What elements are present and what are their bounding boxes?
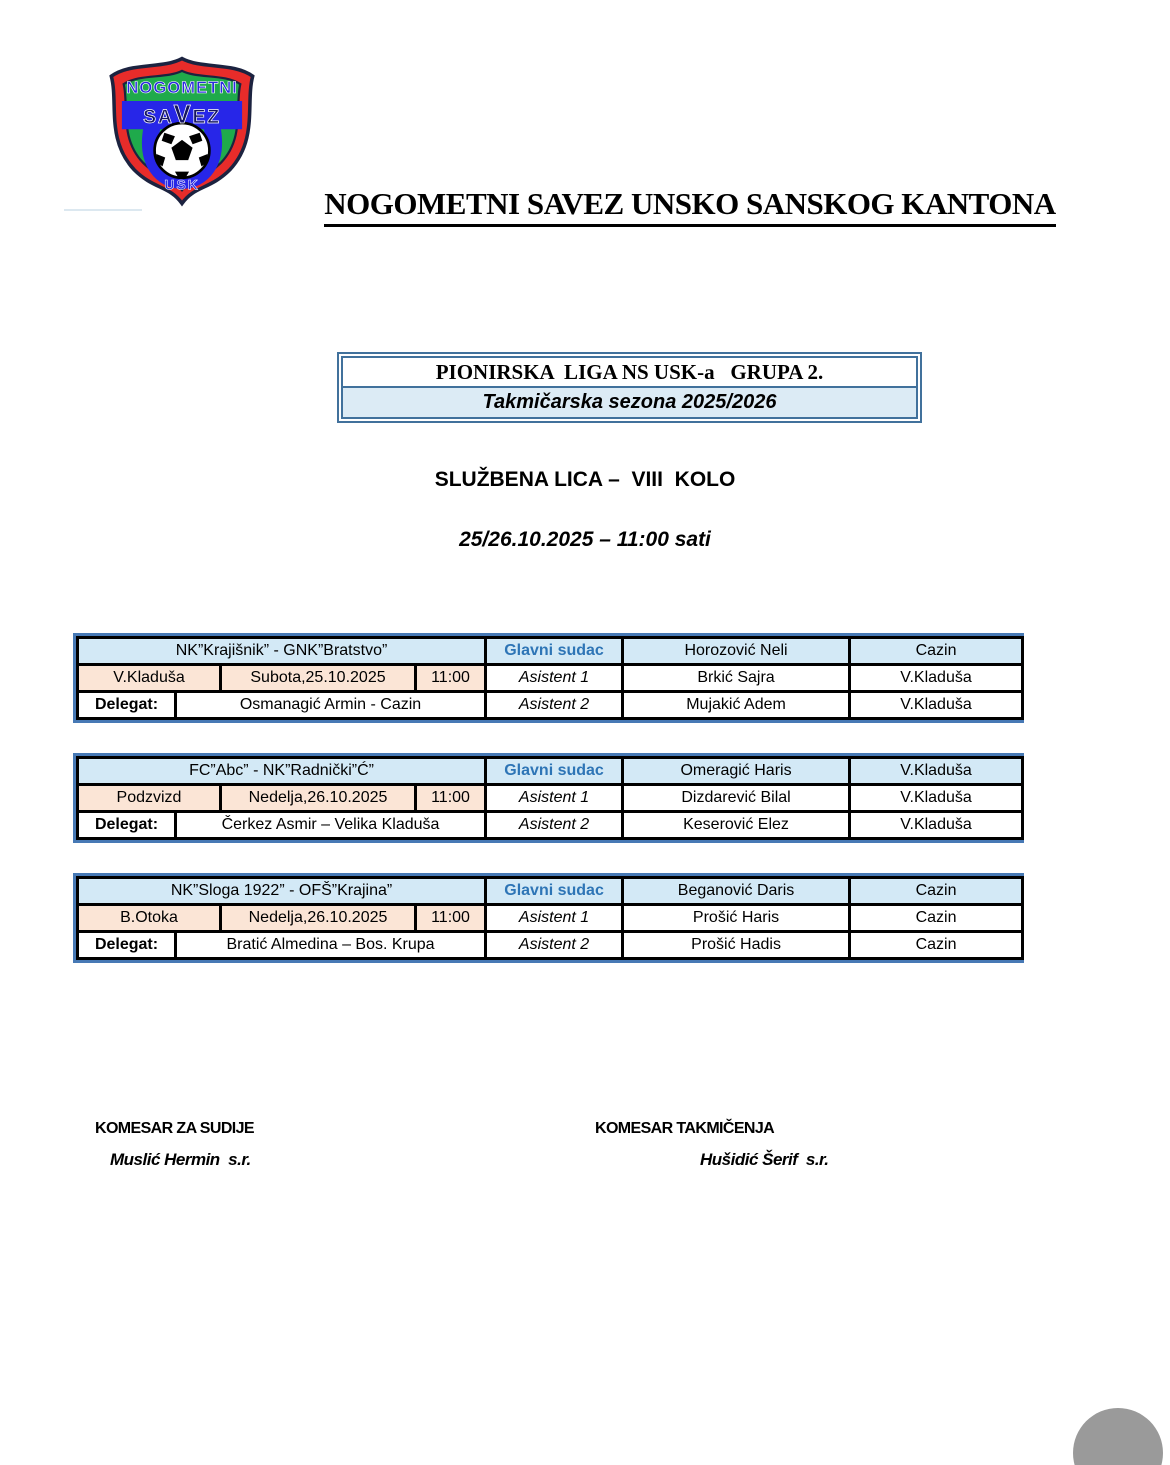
assistant1-city: Cazin bbox=[850, 905, 1023, 932]
page-title-text: NOGOMETNI SAVEZ UNSKO SANSKOG KANTONA bbox=[324, 186, 1055, 227]
referee-name: Beganović Daris bbox=[623, 878, 850, 905]
assistant1-city: V.Kladuša bbox=[850, 665, 1023, 692]
komesar-sudije-title: KOMESAR ZA SUDIJE bbox=[95, 1120, 255, 1137]
referee-city: V.Kladuša bbox=[850, 758, 1023, 785]
delegat-label: Delegat: bbox=[78, 692, 176, 719]
referee-name: Omeragić Haris bbox=[623, 758, 850, 785]
referee-name: Horozović Neli bbox=[623, 638, 850, 665]
assistant1-name: Brkić Sajra bbox=[623, 665, 850, 692]
asistent2-label: Asistent 2 bbox=[486, 692, 623, 719]
match-table-3 bbox=[73, 873, 1024, 963]
delegate-name: Bratić Almedina – Bos. Krupa bbox=[176, 932, 486, 959]
asistent2-label: Asistent 2 bbox=[486, 812, 623, 839]
delegat-label: Delegat: bbox=[78, 812, 176, 839]
komesar-sudije-name: Muslić Hermin s.r. bbox=[110, 1150, 251, 1169]
assistant2-city: Cazin bbox=[850, 932, 1023, 959]
assistant1-name: Prošić Haris bbox=[623, 905, 850, 932]
komesar-takmicenja-title: KOMESAR TAKMIČENJA bbox=[595, 1120, 775, 1137]
match-time: 11:00 bbox=[416, 905, 486, 932]
assistant1-name: Dizdarević Bilal bbox=[623, 785, 850, 812]
match-date: Nedelja,26.10.2025 bbox=[221, 785, 416, 812]
match-date: Nedelja,26.10.2025 bbox=[221, 905, 416, 932]
round-heading: SLUŽBENA LICA – VIII KOLO bbox=[434, 468, 736, 491]
assistant2-name: Prošić Hadis bbox=[623, 932, 850, 959]
page-title bbox=[295, 186, 1085, 227]
delegate-name: Osmanagić Armin - Cazin bbox=[176, 692, 486, 719]
assistant2-city: V.Kladuša bbox=[850, 812, 1023, 839]
asistent1-label: Asistent 1 bbox=[486, 665, 623, 692]
assistant1-city: V.Kladuša bbox=[850, 785, 1023, 812]
venue: Podzvizd bbox=[78, 785, 221, 812]
league-box-inner bbox=[341, 356, 918, 419]
komesar-takmicenja-name: Hušidić Šerif s.r. bbox=[700, 1150, 829, 1169]
glavni-sudac-label: Glavni sudac bbox=[486, 758, 623, 785]
match-teams: NK”Sloga 1922” - OFŠ”Krajina” bbox=[78, 878, 486, 905]
delegat-label: Delegat: bbox=[78, 932, 176, 959]
svg-text:USK: USK bbox=[164, 176, 200, 193]
delegate-name: Čerkez Asmir – Velika Kladuša bbox=[176, 812, 486, 839]
assistant2-name: Mujakić Adem bbox=[623, 692, 850, 719]
svg-text:SAVEZ: SAVEZ bbox=[143, 101, 221, 130]
scan-artifact-line bbox=[64, 209, 142, 211]
asistent1-label: Asistent 1 bbox=[486, 785, 623, 812]
league-box bbox=[337, 352, 922, 423]
corner-circle-decoration bbox=[1073, 1408, 1163, 1465]
referee-city: Cazin bbox=[850, 878, 1023, 905]
match-date: Subota,25.10.2025 bbox=[221, 665, 416, 692]
asistent1-label: Asistent 1 bbox=[486, 905, 623, 932]
match-teams: FC”Abc” - NK”Radnički”Ć” bbox=[78, 758, 486, 785]
venue: V.Kladuša bbox=[78, 665, 221, 692]
glavni-sudac-label: Glavni sudac bbox=[486, 638, 623, 665]
season-label: Takmičarska sezona 2025/2026 bbox=[343, 388, 916, 417]
svg-text:NOGOMETNI: NOGOMETNI bbox=[126, 78, 238, 97]
glavni-sudac-label: Glavni sudac bbox=[486, 878, 623, 905]
assistant2-name: Keserović Elez bbox=[623, 812, 850, 839]
federation-logo bbox=[93, 55, 271, 207]
asistent2-label: Asistent 2 bbox=[486, 932, 623, 959]
date-heading: 25/26.10.2025 – 11:00 sati bbox=[459, 528, 711, 551]
shield-logo-icon bbox=[93, 55, 271, 207]
match-time: 11:00 bbox=[416, 785, 486, 812]
league-name: PIONIRSKA LIGA NS USK-a GRUPA 2. bbox=[343, 358, 916, 388]
match-table-2 bbox=[73, 753, 1024, 843]
match-table-1 bbox=[73, 633, 1024, 723]
venue: B.Otoka bbox=[78, 905, 221, 932]
match-time: 11:00 bbox=[416, 665, 486, 692]
referee-city: Cazin bbox=[850, 638, 1023, 665]
assistant2-city: V.Kladuša bbox=[850, 692, 1023, 719]
match-teams: NK”Krajišnik” - GNK”Bratstvo” bbox=[78, 638, 486, 665]
